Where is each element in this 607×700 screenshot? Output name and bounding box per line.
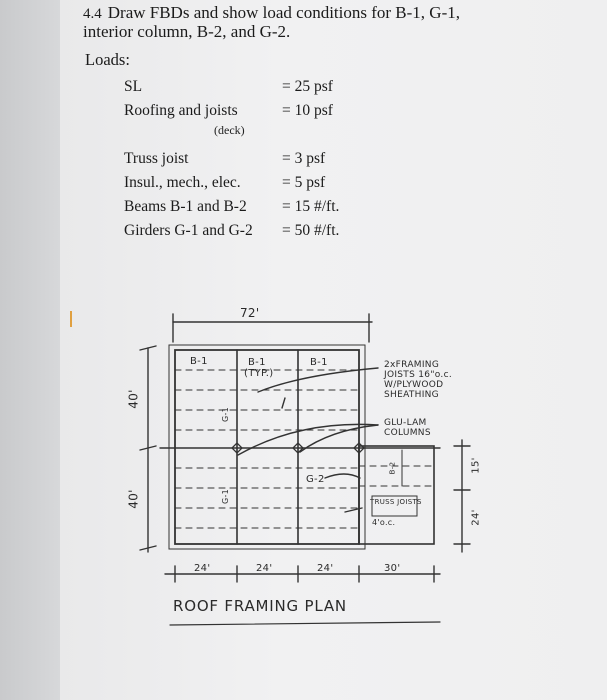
girder-label-g1-upper: G-1 <box>221 406 231 423</box>
right-dimension-label-upper: 15' <box>470 457 482 474</box>
load-label: Truss joist <box>124 150 189 167</box>
load-label: SL <box>124 78 143 95</box>
plan-title: ROOF FRAMING PLAN <box>173 597 347 615</box>
load-label: Insul., mech., elec. <box>124 174 241 191</box>
load-value: = 50 #/ft. <box>282 222 340 239</box>
load-value: = 10 psf <box>282 102 333 119</box>
left-dimension-label-lower: 40' <box>126 489 141 509</box>
problem-statement-line2: interior column, B-2, and G-2. <box>83 22 291 41</box>
bottom-dimension-label-1: 24' <box>194 563 211 574</box>
left-dimension-label-upper: 40' <box>126 389 141 409</box>
girder-label-g1-lower: G-1 <box>221 488 231 505</box>
bottom-dimension-label-2: 24' <box>256 563 273 574</box>
load-value: = 3 psf <box>282 150 326 167</box>
right-dimension-label-lower: 24' <box>470 509 482 526</box>
beam-label-b1-typ: B-1 <box>248 357 266 368</box>
leader-framing-joists <box>258 368 378 392</box>
problem-number: 4.4 <box>83 6 102 22</box>
note-columns-2: COLUMNS <box>384 428 431 438</box>
load-label: Beams B-1 and B-2 <box>124 198 247 215</box>
deck-note: (deck) <box>214 123 245 137</box>
note-truss-1: TRUSS JOISTS <box>370 498 422 506</box>
leader-arrow <box>282 398 285 408</box>
building-outline-right <box>359 446 434 544</box>
title-underline <box>170 622 440 625</box>
beam-label-b1: B-1 <box>190 356 208 367</box>
note-framing-2: JOISTS 16"o.c. <box>384 370 452 380</box>
note-columns-1: GLU-LAM <box>384 418 427 428</box>
load-label: Roofing and joists <box>124 102 238 119</box>
note-framing-1: 2xFRAMING <box>384 360 440 370</box>
note-framing-4: SHEATHING <box>384 390 439 400</box>
beam-label-typ: (TYP.) <box>244 368 274 379</box>
load-label: Girders G-1 and G-2 <box>124 222 253 239</box>
top-dimension-label: 72' <box>240 306 260 320</box>
note-truss-2: 4'o.c. <box>372 518 396 527</box>
leader-g2 <box>325 474 360 478</box>
girder-label-g2: G-2 <box>306 474 325 485</box>
problem-text-1: Draw FBDs and show load conditions for B-1, G-1, <box>107 3 460 22</box>
bottom-dimension-label-3: 24' <box>317 563 334 574</box>
bottom-dimension-label-4: 30' <box>384 563 401 574</box>
load-value: = 25 psf <box>282 78 333 95</box>
load-value: = 15 #/ft. <box>282 198 340 215</box>
note-b2: B-2 <box>388 461 397 475</box>
beam-label-b1-right: B-1 <box>310 357 328 368</box>
load-value: = 5 psf <box>282 174 326 191</box>
loads-heading: Loads: <box>85 50 130 69</box>
building-outline-left <box>175 350 359 544</box>
note-framing-3: W/PLYWOOD <box>384 380 444 390</box>
